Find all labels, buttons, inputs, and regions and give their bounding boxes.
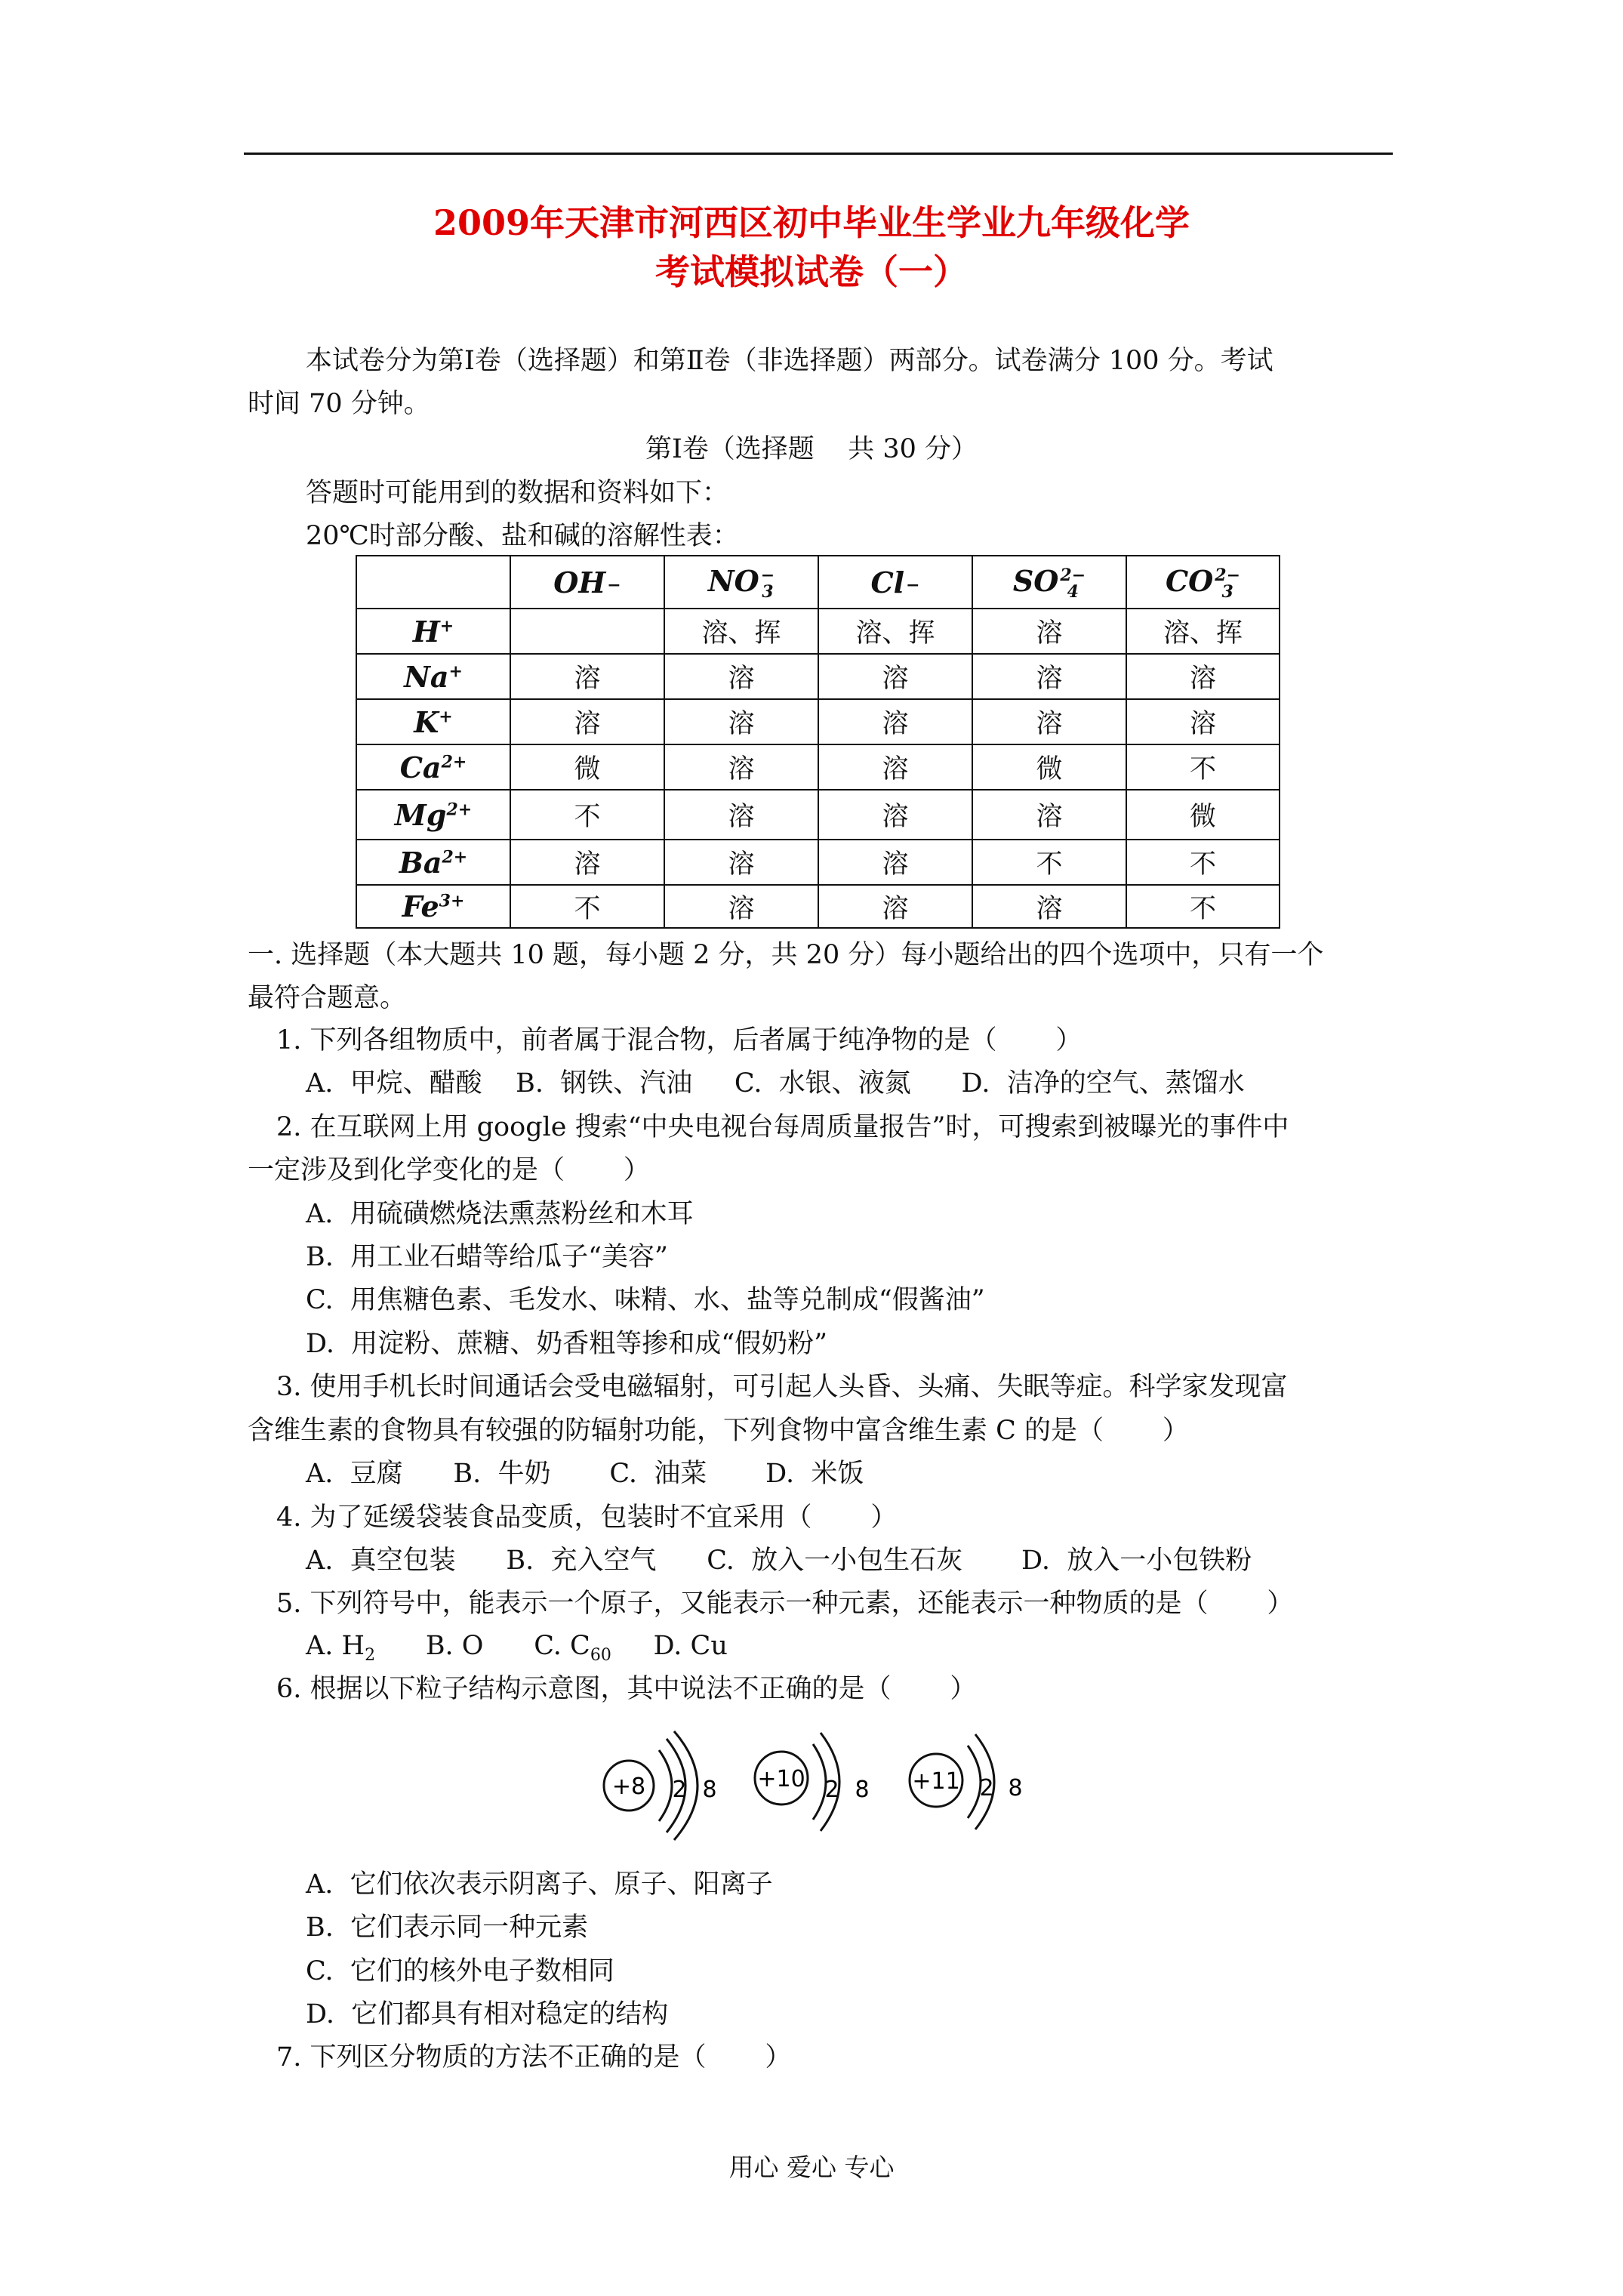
table-cell: 不 <box>1126 840 1280 885</box>
anion-header: SO 2− 4 <box>972 556 1126 609</box>
table-cell: 微 <box>510 744 664 790</box>
q6-stem: 6. 根据以下粒子结构示意图，其中说法不正确的是（ ） <box>276 1674 977 1704</box>
q2-option-c: C. 用焦糖色素、毛发水、味精、水、盐等兑制成“假酱油” <box>306 1285 985 1315</box>
q5-stem: 5. 下列符号中，能表示一个原子，又能表示一种元素，还能表示一种物质的是（ ） <box>276 1589 1294 1619</box>
q6-option-c: C. 它们的核外电子数相同 <box>306 1956 614 1986</box>
table-cell: 溶 <box>1126 654 1280 699</box>
table-cell: 溶 <box>664 744 818 790</box>
table-cell: 溶 <box>972 609 1126 654</box>
table-cell: 溶 <box>510 840 664 885</box>
table-cell: 溶 <box>664 654 818 699</box>
cation-cell: $Ba^{2+}$ <box>356 840 510 885</box>
atom-diagram-3 <box>910 1734 1023 1829</box>
section-title: 第Ⅰ卷（选择题 共 30 分） <box>645 434 978 464</box>
data-note: 答题时可能用到的数据和资料如下： <box>306 478 729 508</box>
cation-cell: $Ca^{2+}$ <box>356 744 510 790</box>
table-caption: 20℃时部分酸、盐和碱的溶解性表： <box>306 521 739 551</box>
cation-cell: $Mg^{2+}$ <box>356 790 510 840</box>
shell-count: 8 <box>702 1777 717 1803</box>
cation-cell: H+ <box>356 609 510 654</box>
table-row <box>356 840 1280 885</box>
table-cell: 溶、挥 <box>664 609 818 654</box>
cation-cell: K+ <box>356 699 510 744</box>
table-cell: 溶 <box>818 699 972 744</box>
table-cell: 溶 <box>818 840 972 885</box>
q4-stem: 4. 为了延缓袋装食品变质，包装时不宜采用（ ） <box>276 1502 898 1533</box>
table-cell: 不 <box>972 840 1126 885</box>
table-cell: 溶 <box>972 654 1126 699</box>
q2-option-a: A. 用硫磺燃烧法熏蒸粉丝和木耳 <box>306 1199 694 1229</box>
nucleus-label: +11 <box>912 1768 960 1795</box>
q3-stem-line-2: 含维生素的食物具有较强的防辐射功能，下列食物中富含维生素 C 的是（ ） <box>248 1416 1189 1446</box>
atom-diagram-2 <box>755 1733 870 1831</box>
anion-header: NO − 3 <box>664 556 818 609</box>
table-cell: 不 <box>510 885 664 928</box>
cation-cell: Na+ <box>356 654 510 699</box>
table-cell: 溶 <box>972 885 1126 928</box>
q6-option-d: D. 它们都具有相对稳定的结构 <box>306 1999 669 2029</box>
table-cell: 不 <box>510 790 664 840</box>
table-row <box>356 744 1280 790</box>
table-cell: 溶 <box>664 885 818 928</box>
table-cell: 溶 <box>818 885 972 928</box>
header-rule <box>244 153 1393 155</box>
q1-stem: 1. 下列各组物质中，前者属于混合物，后者属于纯净物的是（ ） <box>276 1025 1083 1056</box>
table-row <box>356 699 1280 744</box>
intro-line-2: 时间 70 分钟。 <box>248 389 430 419</box>
page-title: 2009年天津市河西区初中毕业生学业九年级化学 <box>433 202 1190 243</box>
table-cell: 不 <box>1126 744 1280 790</box>
table-cell: 溶 <box>972 699 1126 744</box>
q2-stem-line-2: 一定涉及到化学变化的是（ ） <box>248 1155 650 1185</box>
nucleus-label: +8 <box>611 1774 646 1800</box>
q7-stem: 7. 下列区分物质的方法不正确的是（ ） <box>276 2042 792 2073</box>
q3-options: A. 豆腐 B. 牛奶 C. 油菜 D. 米饭 <box>306 1459 864 1489</box>
table-cell: 溶 <box>1126 699 1280 744</box>
table-cell: 溶 <box>664 790 818 840</box>
q1-options: A. 甲烷、醋酸 B. 钢铁、汽油 C. 水银、液氮 D. 洁净的空气、蒸馏水 <box>306 1068 1245 1099</box>
table-cell: 溶 <box>818 790 972 840</box>
atom-diagram-1 <box>604 1731 717 1840</box>
table-row <box>356 885 1280 928</box>
solubility-table <box>356 555 1280 929</box>
atom-structure-diagram <box>600 1729 1038 1850</box>
shell-count: 2 <box>824 1777 839 1803</box>
table-cell: 溶、挥 <box>1126 609 1280 654</box>
part1-heading-line-1: 一. 选择题（本大题共 10 题，每小题 2 分，共 20 分）每小题给出的四个选项中，只有一个 <box>248 940 1324 970</box>
shell-count: 2 <box>672 1777 687 1803</box>
intro-line-1: 本试卷分为第Ⅰ卷（选择题）和第Ⅱ卷（非选择题）两部分。试卷满分 100 分。考试 <box>306 346 1273 376</box>
table-cell: 溶 <box>510 699 664 744</box>
table-corner-cell <box>356 556 510 609</box>
anion-header: Cl − <box>818 556 972 609</box>
table-cell: 微 <box>1126 790 1280 840</box>
table-cell: 不 <box>1126 885 1280 928</box>
table-cell: 溶、挥 <box>818 609 972 654</box>
table-cell: 溶 <box>664 840 818 885</box>
table-cell: 溶 <box>664 699 818 744</box>
q2-stem-line-1: 2. 在互联网上用 google 搜索“中央电视台每周质量报告”时，可搜索到被曝光的事件中 <box>276 1112 1289 1142</box>
q2-option-b: B. 用工业石蜡等给瓜子“美容” <box>306 1242 668 1272</box>
anion-header: OH − <box>510 556 664 609</box>
q6-option-a: A. 它们依次表示阴离子、原子、阳离子 <box>306 1869 773 1900</box>
table-cell: 溶 <box>818 744 972 790</box>
table-cell: 溶 <box>510 654 664 699</box>
page-subtitle: 考试模拟试卷（一） <box>655 251 968 292</box>
q2-option-d: D. 用淀粉、蔗糖、奶香粗等掺和成“假奶粉” <box>306 1329 827 1359</box>
nucleus-label: +10 <box>757 1766 805 1792</box>
shell-count: 8 <box>855 1777 870 1803</box>
q3-stem-line-1: 3. 使用手机长时间通话会受电磁辐射，可引起人头昏、头痛、失眠等症。科学家发现富 <box>276 1372 1288 1402</box>
table-row <box>356 654 1280 699</box>
shell-count: 2 <box>979 1775 994 1801</box>
table-row <box>356 609 1280 654</box>
table-cell: 溶 <box>972 790 1126 840</box>
q5-options: A. $H_2$ B. O C. $C_{60}$ D. Cu <box>306 1631 728 1665</box>
q6-option-b: B. 它们表示同一种元素 <box>306 1912 589 1943</box>
q4-options: A. 真空包装 B. 充入空气 C. 放入一小包生石灰 D. 放入一小包铁粉 <box>306 1546 1252 1576</box>
page-footer: 用心 爱心 专心 <box>728 2153 895 2182</box>
table-cell: 微 <box>972 744 1126 790</box>
table-header-row <box>356 556 1280 609</box>
table-cell: 溶 <box>818 654 972 699</box>
table-row <box>356 790 1280 840</box>
part1-heading-line-2: 最符合题意。 <box>248 983 407 1013</box>
cation-cell: $Fe^{3+}$ <box>356 885 510 928</box>
anion-header: CO 2− 3 <box>1126 556 1280 609</box>
table-cell <box>510 609 664 654</box>
shell-count: 8 <box>1008 1775 1023 1801</box>
